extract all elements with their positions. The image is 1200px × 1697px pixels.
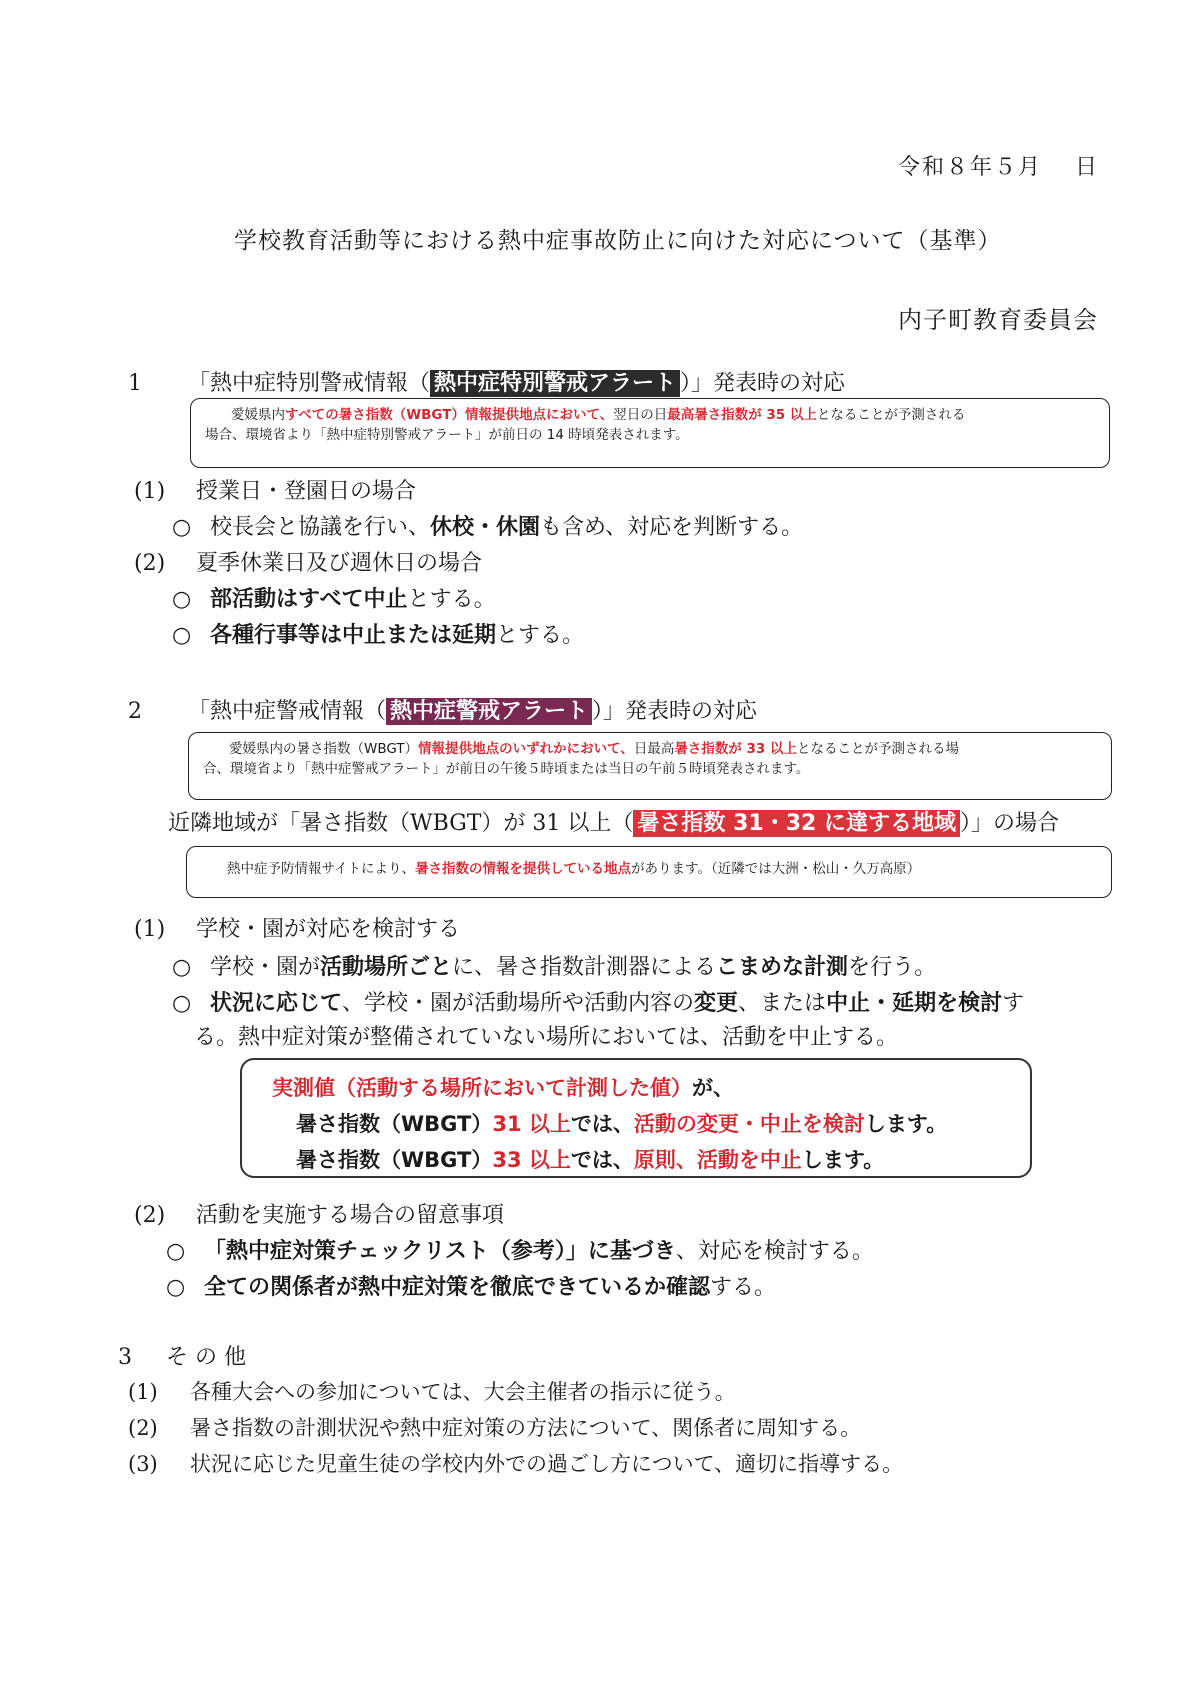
measurement-criteria-box: 実測値（活動する場所において計測した値）が、 暑さ指数（WBGT）31 以上では、活動の変更・中止を検討します。 暑さ指数（WBGT）33 以上では、原則、活動を中止します。: [240, 1058, 1032, 1178]
other-item-3: (3) 状況に応じた児童生徒の学校内外での過ごし方について、適切に指導する。: [128, 1452, 904, 1476]
list-item: ○ 部活動はすべて中止とする。: [172, 587, 496, 612]
section2-note: 愛媛県内の暑さ指数（WBGT）情報提供地点のいずれかにおいて、日最高暑さ指数が 33 以上となることが予測される場 合、環境省より「熱中症警戒アラート」が前日の午後５時頃または当日の午前５時頃発表されます。: [188, 732, 1112, 800]
nearby-region-label: 暑さ指数 31・32 に達する地域: [633, 810, 960, 837]
section2-sub1-title: (1) 学校・園が対応を検討する: [134, 917, 461, 942]
list-item: ○ 学校・園が活動場所ごとに、暑さ指数計測器によるこまめな計測を行う。: [172, 955, 937, 980]
other-item-1: (1) 各種大会への参加については、大会主催者の指示に従う。: [128, 1380, 736, 1404]
list-item: ○ 校長会と協議を行い、休校・休園も含め、対応を判断する。: [172, 515, 804, 540]
list-item: ○ 状況に応じて、学校・園が活動場所や活動内容の変更、または中止・延期を検討す: [172, 991, 1025, 1016]
section3-heading: 3 そ の 他: [118, 1345, 246, 1370]
list-item: ○ 「熱中症対策チェックリスト（参考）」に基づき、対応を検討する。: [166, 1239, 874, 1264]
section2-sub2-title: (2) 活動を実施する場合の留意事項: [134, 1203, 505, 1228]
document-date: 令和８年５月 日: [898, 155, 1099, 180]
special-alert-label: 熱中症特別警戒アラート: [430, 370, 680, 397]
nearby-note: 熱中症予防情報サイトにより、暑さ指数の情報を提供している地点があります。（近隣では大洲・松山・久万高原）: [186, 846, 1112, 898]
list-item-continuation: る。熱中症対策が整備されていない場所においては、活動を中止する。: [194, 1025, 899, 1050]
nearby-region-heading: 近隣地域が「暑さ指数（WBGT）が 31 以上（ 暑さ指数 31・32 に達する地域 ）」の場合: [168, 811, 1059, 836]
section2-heading: 2 「熱中症警戒情報（ 熱中症警戒アラート ）」発表時の対応: [128, 699, 758, 724]
issuer: 内子町教育委員会: [898, 306, 1098, 334]
other-item-2: (2) 暑さ指数の計測状況や熱中症対策の方法について、関係者に周知する。: [128, 1416, 862, 1440]
alert-label: 熱中症警戒アラート: [386, 698, 592, 725]
section1-note: 愛媛県内すべての暑さ指数（WBGT）情報提供地点において、翌日の日最高暑さ指数が 35 以上となることが予測される 場合、環境省より「熱中症特別警戒アラート」が前日の 14 時頃発表されます。: [190, 398, 1110, 468]
list-item: ○ 各種行事等は中止または延期とする。: [172, 623, 585, 648]
section1-heading: 1 「熱中症特別警戒情報（ 熱中症特別警戒アラート ）」発表時の対応: [128, 371, 846, 396]
section1-sub1-title: (1) 授業日・登園日の場合: [134, 479, 417, 504]
section1-sub2-title: (2) 夏季休業日及び週休日の場合: [134, 551, 483, 576]
list-item: ○ 全ての関係者が熱中症対策を徹底できているか確認する。: [166, 1275, 777, 1300]
document-title: 学校教育活動等における熱中症事故防止に向けた対応について（基準）: [234, 228, 1002, 254]
